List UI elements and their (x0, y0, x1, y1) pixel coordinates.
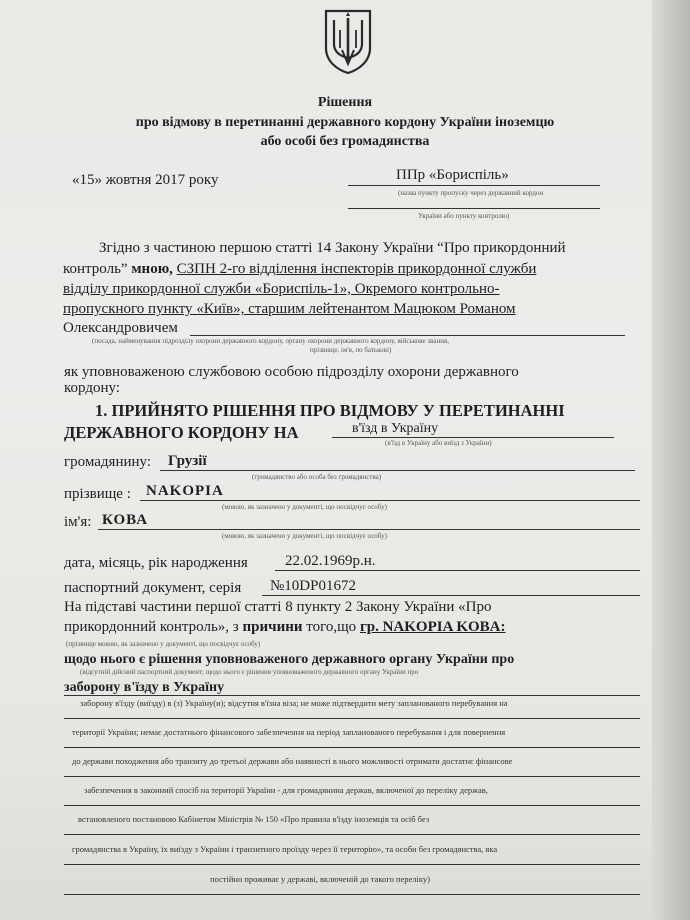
basis-line-2d: гр. NAKOPIA KOBA: (359, 619, 506, 635)
document-date: «15» жовтня 2017 року (72, 172, 219, 188)
reason-line: території України; немає достатнього фінансового забезпечення на період запланованого перебування і для повернення (72, 727, 506, 737)
reason-line: постійно проживає у державі, включеній до такого переліку) (210, 874, 430, 884)
citizen-label: громадянину: (64, 454, 151, 470)
basis-caption-b: (відсутній дійсний паспортний документ; щодо нього є рішення уповноваженого державного органу України про (80, 668, 419, 676)
surname-value: NAKOPIA (146, 483, 224, 499)
decision-direction-caption: (в'їзд в Україну або виїзд з України) (385, 439, 492, 447)
basis-caption-a: (прізвище мовою, як зазначено у документі, що посвідчує особу) (66, 640, 261, 648)
decision-direction: в'їзд в Україну (352, 421, 439, 436)
checkpoint-value: ППр «Бориспіль» (396, 167, 509, 183)
passport-value: №10DP01672 (270, 578, 356, 594)
birth-value: 22.02.1969р.н. (285, 553, 376, 569)
decision-line-1: 1. ПРИЙНЯТО РІШЕННЯ ПРО ВІДМОВУ У ПЕРЕТИНАННІ (95, 401, 565, 420)
basis-line-3: щодо нього є рішення уповноваженого державного органу України про (64, 652, 515, 667)
basis-line-2c: того,що (306, 619, 357, 635)
name-caption: (мовою, як зазначено у документі, що посвідчує особу) (222, 532, 387, 540)
authority-line-2: кордону: (64, 380, 120, 396)
title-line-3: або особі без громадянства (260, 134, 430, 149)
basis-line-1: На підставі частини першої статті 8 пункту 2 Закону України «Про (64, 599, 492, 615)
coat-of-arms-icon (322, 8, 374, 74)
checkpoint-caption-2: України або пункту контролю) (418, 212, 510, 220)
title-line-2: про відмову в перетинанні державного кордону України іноземцю (135, 115, 555, 130)
surname-caption: (мовою, як зазначено у документі, що посвідчує особу) (222, 503, 387, 511)
basis-line-2a: прикордонний контроль», з (64, 619, 239, 635)
basis-line-4: заборону в'їзду в Україну (64, 680, 225, 695)
title-line-1: Рішення (317, 95, 373, 110)
intro-line-4: пропускного пункту «Київ», старшим лейтенантом Мацюком Романом (63, 301, 516, 317)
intro-line-5: Олександровичем (63, 320, 178, 336)
citizen-caption: (громадянство або особа без громадянства) (252, 473, 382, 481)
reason-line: до держави походження або транзиту до третьої держави або наявності в нього можливості отримати достатнє фінансове (72, 756, 513, 766)
decision-line-2: ДЕРЖАВНОГО КОРДОНУ НА (64, 423, 299, 442)
reason-line: забезпечення в законний спосіб на території України - для громадянина держав, включеної до переліку держав, (84, 785, 488, 795)
passport-label: паспортний документ, серія (64, 580, 242, 596)
name-value: КОВА (102, 512, 149, 528)
reason-line: встановленого постановою Кабінетом Міністрів № 150 «Про правила в'їзду іноземців та осіб без (78, 814, 430, 824)
authority-line-1: як уповноваженою службовою особою підрозділу охорони державного (64, 364, 519, 380)
birth-label: дата, місяць, рік народження (64, 555, 248, 571)
intro-line-3: відділу прикордонної служби «Бориспіль-1», Окремого контрольно- (63, 281, 500, 297)
surname-label: прізвище : (64, 486, 131, 502)
name-label: ім'я: (64, 514, 92, 530)
intro-line-2b: мною, (131, 261, 173, 277)
intro-line-2a: контроль” (63, 261, 128, 277)
intro-caption-1: (посада, найменування підрозділу охорони державного кордону, органу охорони державного кордону, військове звання, (92, 337, 449, 345)
intro-line-1: Згідно з частиною першою статті 14 Закону України “Про прикордонний (99, 240, 566, 256)
reason-line: громадянства в Україну, їх виїзду з України і транзитного проїзду через її територію», та особи без громадянства, яка (72, 844, 498, 854)
citizen-value: Грузії (168, 453, 207, 469)
reason-line: заборону в'їзду (виїзду) в (з) Україну(и); відсутня в'їзна віза; не може підтвердити мету запланованого перебування на (80, 698, 508, 708)
basis-line-2b: причини (242, 619, 303, 635)
checkpoint-caption-1: (назва пункту пропуску через державний кордон (398, 189, 544, 197)
intro-caption-2: прізвище, ім'я, по батькові) (310, 346, 392, 354)
intro-line-2c: СЗПН 2-го відділення інспекторів прикордонної служби (176, 261, 537, 277)
